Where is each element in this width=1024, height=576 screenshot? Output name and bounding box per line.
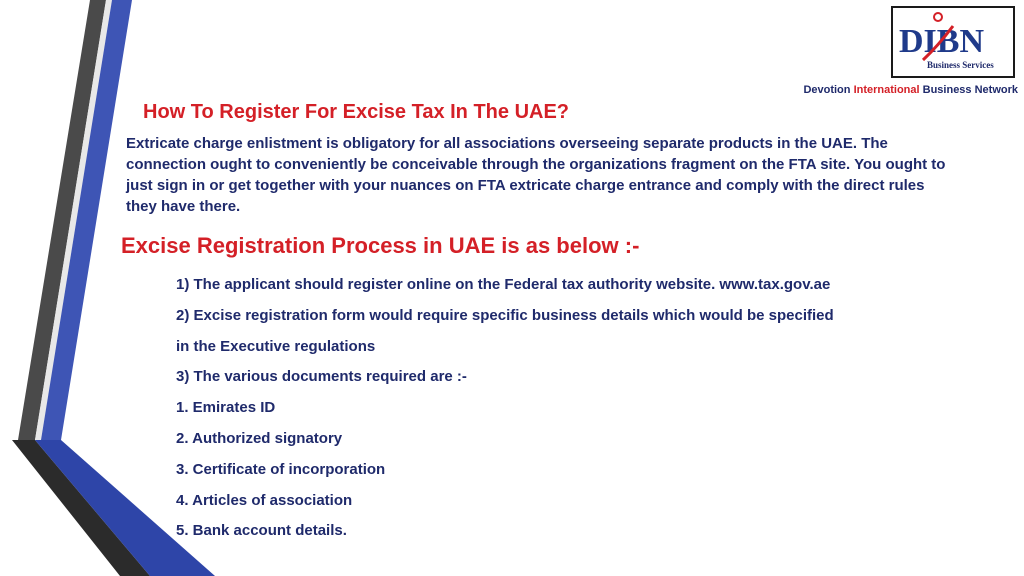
logo-dot-icon	[934, 13, 942, 21]
step-line: 1) The applicant should register online on the Federal tax authority website. www.tax.gov.ae	[176, 276, 831, 293]
document-item: 3. Certificate of incorporation	[176, 460, 386, 478]
dibn-logo	[891, 6, 1015, 78]
step-line: 3) The various documents required are :-	[176, 368, 467, 386]
process-heading: Excise Registration Process in UAE is as below :-	[121, 233, 640, 258]
steps-list	[176, 272, 976, 549]
logo-mark	[893, 8, 1013, 76]
logo-subtitle: Business Services	[927, 60, 994, 70]
step-line: in the Executive regulations	[176, 337, 376, 355]
tagline-part1: Devotion	[803, 84, 854, 96]
tagline-accent: International	[853, 84, 920, 96]
intro-paragraph: Extricate charge enlistment is obligatory for all associations overseeing separate products in the UAE. The connection ought to conveniently be conceivable through the organizations fragment on the FTA site. You ought to just sign in or get together with your nuances on FTA extricate charge entrance and comply with the direct rules they have there.	[126, 135, 946, 215]
page-title: How To Register For Excise Tax In The UAE?	[143, 101, 570, 123]
document-item: 4. Articles of association	[176, 491, 353, 509]
document-item: 2. Authorized signatory	[176, 429, 343, 447]
document-item: 1. Emirates ID	[176, 399, 276, 417]
tagline-part2: Business Network	[919, 84, 1018, 96]
light-stripe-upper	[35, 0, 112, 440]
document-item: 5. Bank account details.	[176, 522, 347, 540]
company-tagline	[803, 84, 1018, 96]
step-line: 2) Excise registration form would require specific business details which would be specified	[176, 306, 834, 324]
logo-text: DIBN	[899, 23, 985, 60]
